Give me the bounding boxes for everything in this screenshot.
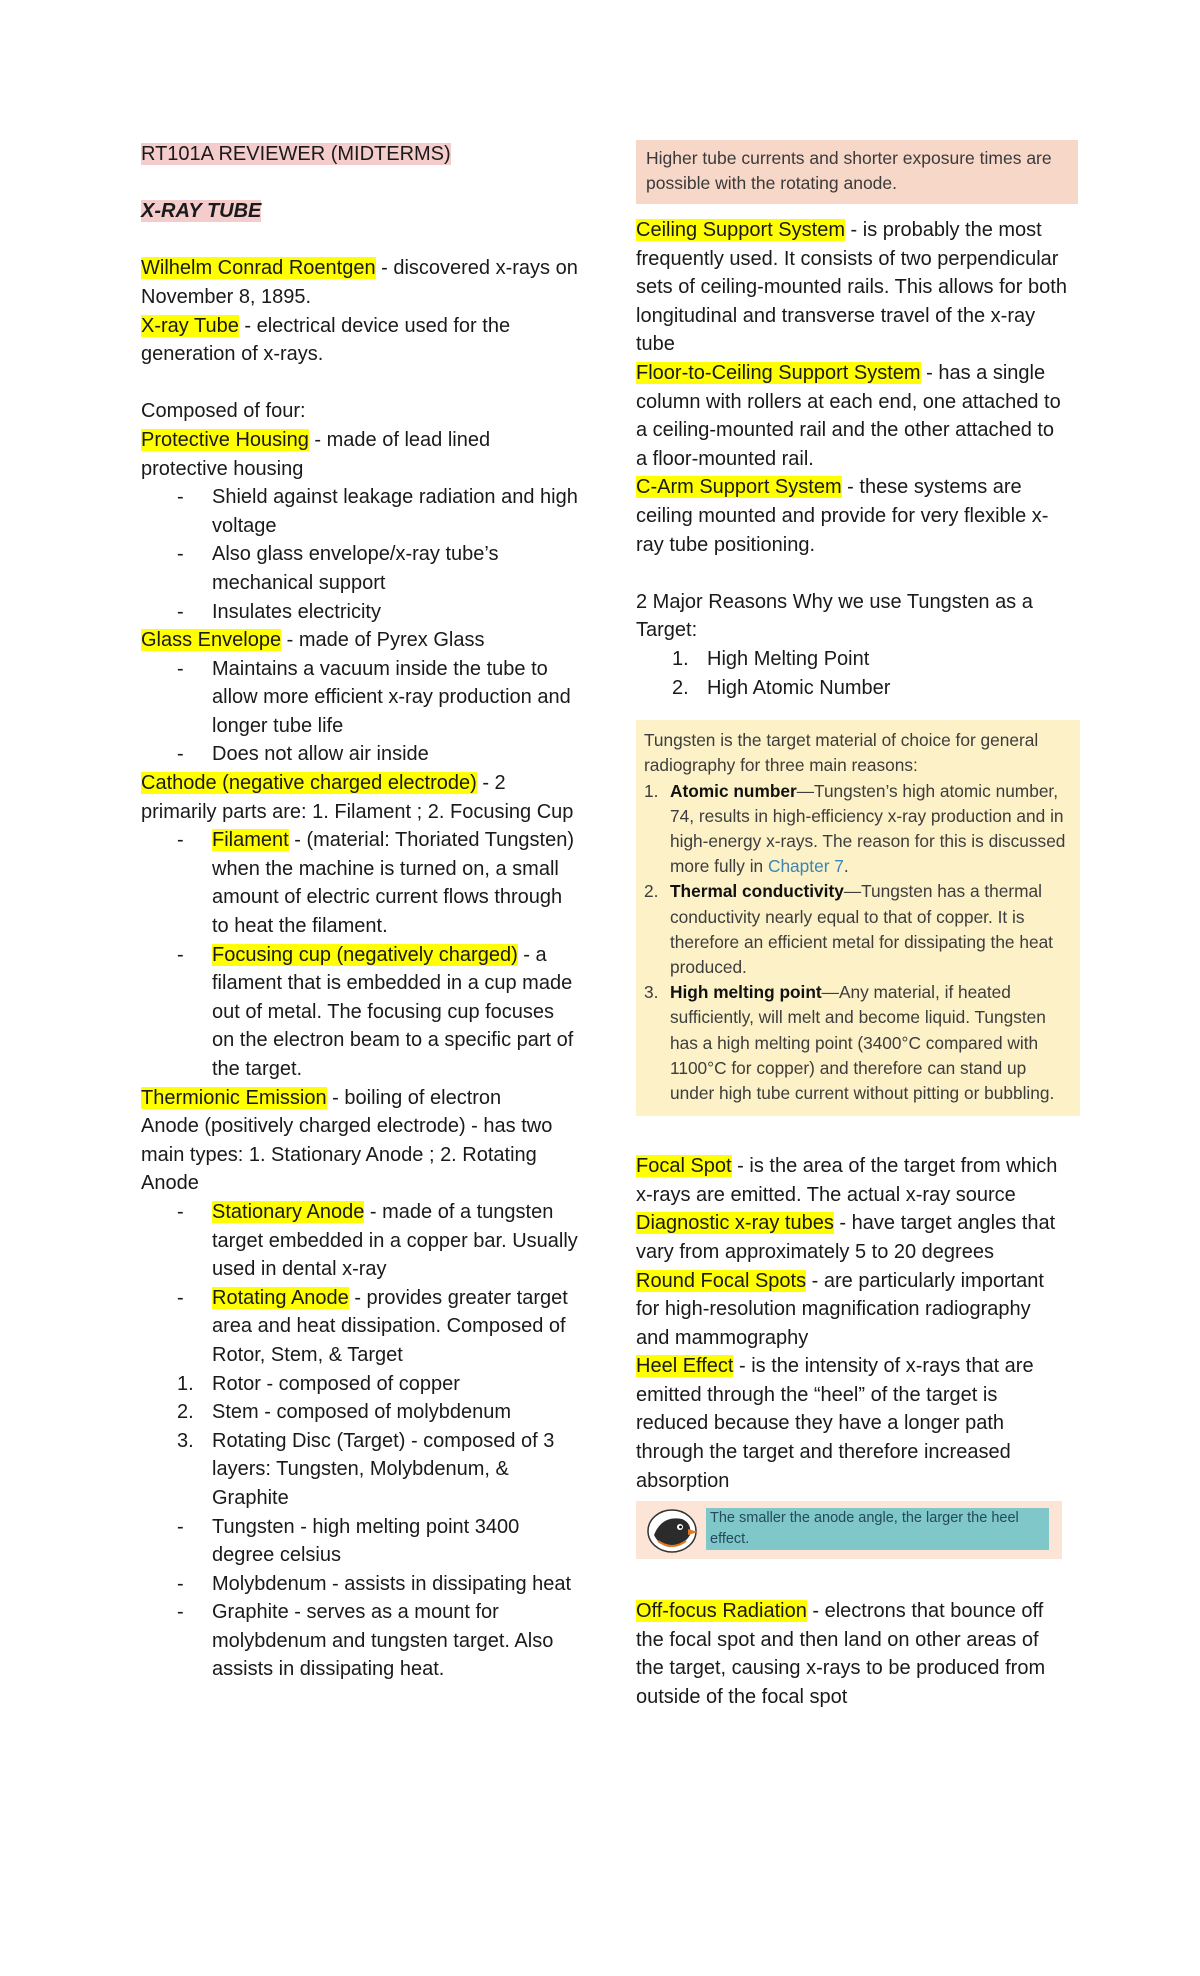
- term-highlight: Stationary Anode: [212, 1200, 365, 1223]
- box-item: 3. High melting point—Any material, if heated sufficiently, will melt and become liquid. Tungsten has a high melting point (3400°C compared with 1100°C for copper) and therefore can stand up under high tube current without pitting or bubbling.: [644, 982, 1055, 1103]
- list-item: - Also glass envelope/x-ray tube’s mechanical support: [141, 540, 581, 597]
- right-column: [636, 140, 1068, 1712]
- list-item: 2. High Atomic Number: [672, 676, 891, 699]
- list-item: - Tungsten - high melting point 3400 degree celsius: [141, 1513, 581, 1570]
- list-item: - Stationary Anode - made of a tungsten target embedded in a copper bar. Usually used in dental x-ray: [141, 1198, 581, 1284]
- list-item: - Insulates electricity: [141, 598, 581, 627]
- term-highlight: Thermionic Emission: [141, 1086, 327, 1109]
- list-item: 1. High Melting Point: [672, 647, 870, 670]
- document-title: RT101A REVIEWER (MIDTERMS): [141, 143, 451, 165]
- diagnostic-tubes-definition: Diagnostic x-ray tubes - have target angles that vary from approximately 5 to 20 degrees: [636, 1212, 1056, 1263]
- term-highlight: Ceiling Support System: [636, 219, 845, 241]
- roentgen-definition: Wilhelm Conrad Roentgen - discovered x-rays on November 8, 1895.: [141, 257, 578, 308]
- glass-definition: Glass Envelope - made of Pyrex Glass: [141, 629, 485, 652]
- heel-effect-note: The smaller the anode angle, the larger the heel effect.: [706, 1508, 1049, 1550]
- list-item: - Focusing cup (negatively charged) - a filament that is embedded in a cup made out of metal. The focusing cup focuses on the electron beam to a specific part of the target.: [141, 941, 581, 1084]
- housing-definition: Protective Housing - made of lead lined protective housing: [141, 428, 491, 480]
- heel-effect-note-image: [636, 1501, 1062, 1559]
- term-highlight: Protective Housing: [141, 428, 309, 451]
- list-item: 3. Rotating Disc (Target) - composed of 3 layers: Tungsten, Molybdenum, & Graphite: [177, 1429, 555, 1509]
- term-highlight: C-Arm Support System: [636, 476, 842, 499]
- list-item: - Does not allow air inside: [141, 740, 581, 769]
- xray-tube-definition: X-ray Tube - electrical device used for the generation of x-rays.: [141, 314, 511, 366]
- left-column: [141, 140, 581, 1684]
- box-intro: Tungsten is the target material of choice for general radiography for three main reasons:: [644, 730, 1039, 776]
- anode-definition: Anode (positively charged electrode) - has two main types: 1. Stationary Anode ; 2. Rotating Anode: [141, 1115, 553, 1195]
- ceiling-definition: Ceiling Support System - is probably the most frequently used. It consists of two perpendicular sets of ceiling-mounted rails. This allows for both longitudinal and transverse travel of the x-ray tube: [636, 219, 1067, 356]
- list-item: - Graphite - serves as a mount for molybdenum and tungsten target. Also assists in dissipating heat.: [141, 1598, 581, 1684]
- term-highlight: Focal Spot: [636, 1155, 732, 1178]
- spacer: [141, 169, 581, 198]
- list-item: - Filament - (material: Thoriated Tungsten) when the machine is turned on, a small amount of electric current flows through to heat the filament.: [141, 826, 581, 940]
- term-highlight: Filament: [212, 829, 289, 852]
- box-item: 1. Atomic number—Tungsten’s high atomic number, 74, results in high-efficiency x-ray production and in high-energy x-rays. The reason for this is discussed more fully in Chapter 7.: [644, 780, 1066, 877]
- chapter-link[interactable]: Chapter 7: [767, 856, 844, 877]
- tungsten-reasons-image: [636, 720, 1080, 1116]
- reasons-title: 2 Major Reasons Why we use Tungsten as a Target:: [636, 590, 1033, 642]
- glass-list: [141, 655, 581, 769]
- floor-definition: Floor-to-Ceiling Support System - has a single column with rollers at each end, one attached to a ceiling-mounted rail and the other attached to a floor-mounted rail.: [636, 361, 1061, 470]
- term-highlight: Glass Envelope: [141, 629, 282, 652]
- focal-spot-definition: Focal Spot - is the area of the target from which x-rays are emitted. The actual x-ray source: [636, 1155, 1058, 1206]
- cathode-definition: Cathode (negative charged electrode) - 2 primarily parts are: 1. Filament ; 2. Focusing Cup: [141, 772, 574, 823]
- term-highlight: X-ray Tube: [141, 314, 239, 337]
- rotating-anode-callout-image: Higher tube currents and shorter exposure times are possible with the rotating anode.: [636, 140, 1078, 204]
- spacer: [141, 226, 581, 255]
- heel-effect-definition: Heel Effect - is the intensity of x-rays that are emitted through the “heel” of the target is reduced because they have a longer path through the target and therefore increased absorption: [636, 1355, 1034, 1492]
- cathode-list: [141, 826, 581, 1083]
- spacer: [141, 369, 581, 398]
- term-highlight: Cathode (negative charged electrode): [141, 772, 477, 795]
- penguin-mascot-icon: [644, 1505, 700, 1555]
- off-focus-definition: Off-focus Radiation - electrons that bounce off the focal spot and then land on other areas of the target, causing x-rays to be produced from outside of the focal spot: [636, 1600, 1046, 1709]
- term-highlight: Rotating Anode: [212, 1286, 349, 1309]
- term-highlight: Wilhelm Conrad Roentgen: [141, 257, 376, 280]
- list-item: - Maintains a vacuum inside the tube to allow more efficient x-ray production and longer tube life: [141, 655, 581, 741]
- term-highlight: Focusing cup (negatively charged): [212, 943, 518, 966]
- composed-label: Composed of four:: [141, 400, 306, 423]
- anode-list: [141, 1198, 581, 1370]
- spacer: [636, 1116, 1068, 1152]
- reasons-list: [636, 645, 1068, 702]
- term-highlight: Diagnostic x-ray tubes: [636, 1212, 834, 1235]
- carm-definition: C-Arm Support System - these systems are ceiling mounted and provide for very flexible x-ray tube positioning.: [636, 476, 1049, 556]
- rotating-parts-list: [141, 1370, 581, 1513]
- housing-list: [141, 483, 581, 626]
- list-item: - Shield against leakage radiation and high voltage: [141, 483, 581, 540]
- term-highlight: Floor-to-Ceiling Support System: [636, 361, 921, 384]
- thermionic-definition: Thermionic Emission - boiling of electron: [141, 1086, 502, 1109]
- spacer: [636, 559, 1068, 588]
- list-item: 1. Rotor - composed of copper: [177, 1372, 460, 1395]
- section-heading: X-RAY TUBE: [141, 200, 262, 223]
- list-item: - Rotating Anode - provides greater target area and heat dissipation. Composed of Rotor, Stem, & Target: [141, 1284, 581, 1370]
- box-item: 2. Thermal conductivity—Tungsten has a thermal conductivity nearly equal to that of copper. It is therefore an efficient metal for dissipating the heat produced.: [644, 881, 1053, 977]
- term-highlight: Round Focal Spots: [636, 1269, 807, 1292]
- term-highlight: Heel Effect: [636, 1355, 734, 1378]
- layers-list: [141, 1513, 581, 1685]
- round-focal-definition: Round Focal Spots - are particularly important for high-resolution magnification radiography and mammography: [636, 1269, 1044, 1349]
- list-item: 2. Stem - composed of molybdenum: [177, 1401, 512, 1424]
- term-highlight: Off-focus Radiation: [636, 1600, 807, 1623]
- list-item: - Molybdenum - assists in dissipating heat: [141, 1570, 581, 1599]
